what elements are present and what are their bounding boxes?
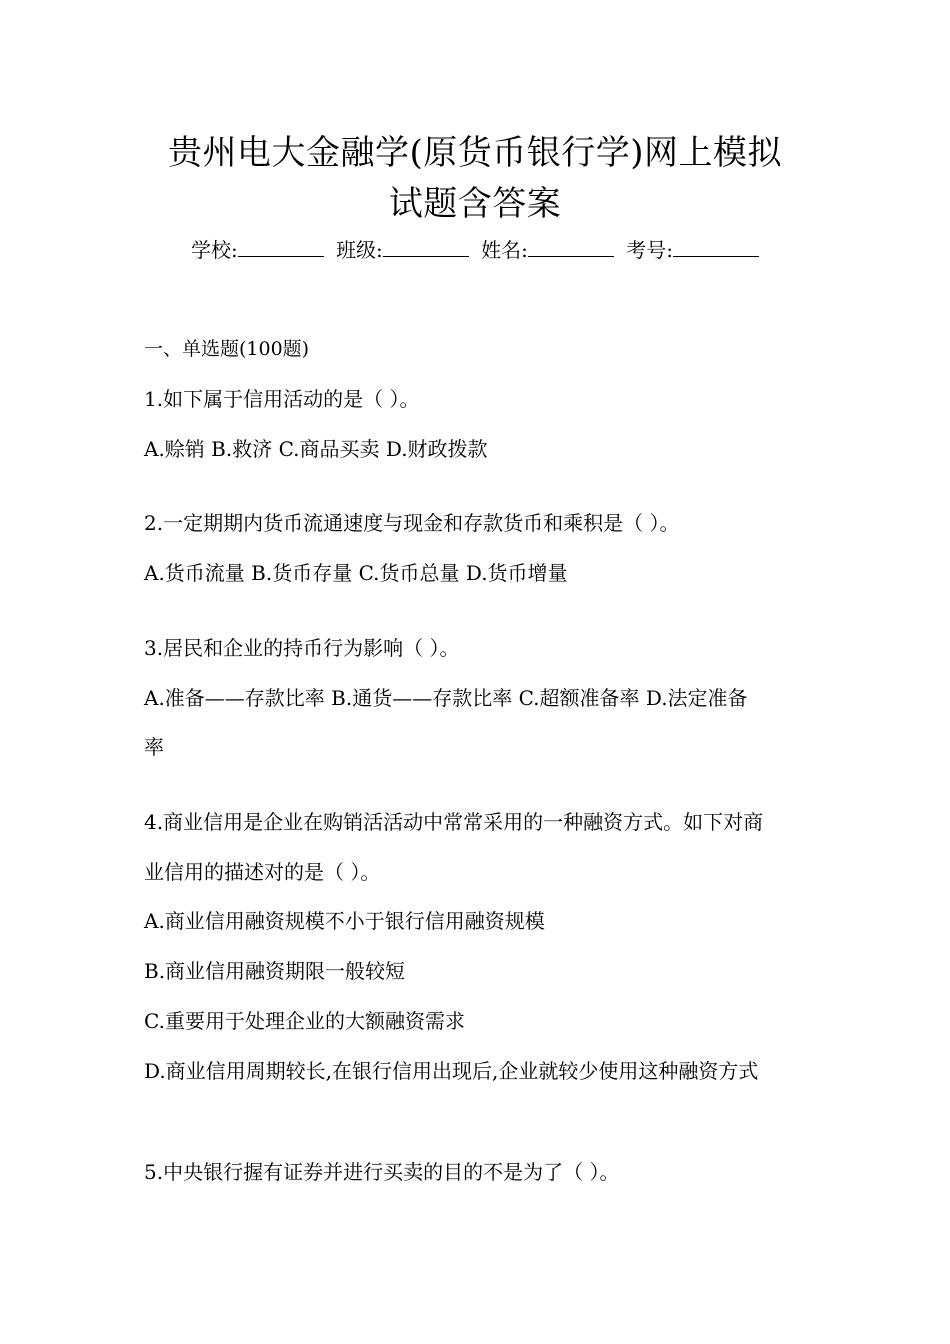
class-label: 班级: [336, 238, 383, 262]
question-2-options: A.货币流量 B.货币存量 C.货币总量 D.货币增量 [144, 561, 568, 585]
question-4-option-d: D.商业信用周期较长,在银行信用出现后,企业就较少使用这种融资方式 [144, 1059, 759, 1083]
question-4-stem-line-2: 业信用的描述对的是（ ）。 [144, 860, 381, 884]
question-4-stem-line-1: 4.商业信用是企业在购销活活动中常常采用的一种融资方式。如下对商 [144, 810, 764, 834]
question-4-option-a: A.商业信用融资规模不小于银行信用融资规模 [144, 909, 545, 933]
exam-number-field [626, 234, 759, 266]
exam-number-label: 考号: [626, 238, 674, 262]
exam-number-blank [673, 234, 759, 257]
name-label: 姓名: [481, 238, 528, 262]
class-blank [383, 234, 469, 257]
question-4-option-c: C.重要用于处理企业的大额融资需求 [144, 1009, 465, 1033]
school-blank [238, 234, 324, 257]
section-heading: 一、单选题(100题) [144, 338, 310, 360]
student-info-line [100, 234, 850, 266]
question-2-stem: 2.一定期期内货币流通速度与现金和存款货币和乘积是（ ）。 [144, 511, 680, 535]
school-field [191, 234, 324, 266]
question-3-stem: 3.居民和企业的持币行为影响（ ）。 [144, 636, 460, 660]
document-title-line-2: 试题含答案 [388, 184, 562, 224]
class-field [336, 234, 469, 266]
question-3-options-line-1: A.准备——存款比率 B.通货——存款比率 C.超额准备率 D.法定准备 [144, 686, 748, 710]
name-field [481, 234, 614, 266]
question-4-option-b: B.商业信用融资期限一般较短 [144, 959, 406, 983]
name-blank [528, 234, 614, 257]
question-3-options-line-2: 率 [144, 735, 164, 759]
question-1-options: A.赊销 B.救济 C.商品买卖 D.财政拨款 [144, 437, 488, 461]
document-title-line-1: 贵州电大金融学(原货币银行学)网上模拟 [167, 133, 783, 173]
question-5-stem: 5.中央银行握有证券并进行买卖的目的不是为了（ ）。 [144, 1160, 620, 1184]
school-label: 学校: [190, 238, 238, 262]
question-1-stem: 1.如下属于信用活动的是（ ）。 [144, 387, 420, 411]
